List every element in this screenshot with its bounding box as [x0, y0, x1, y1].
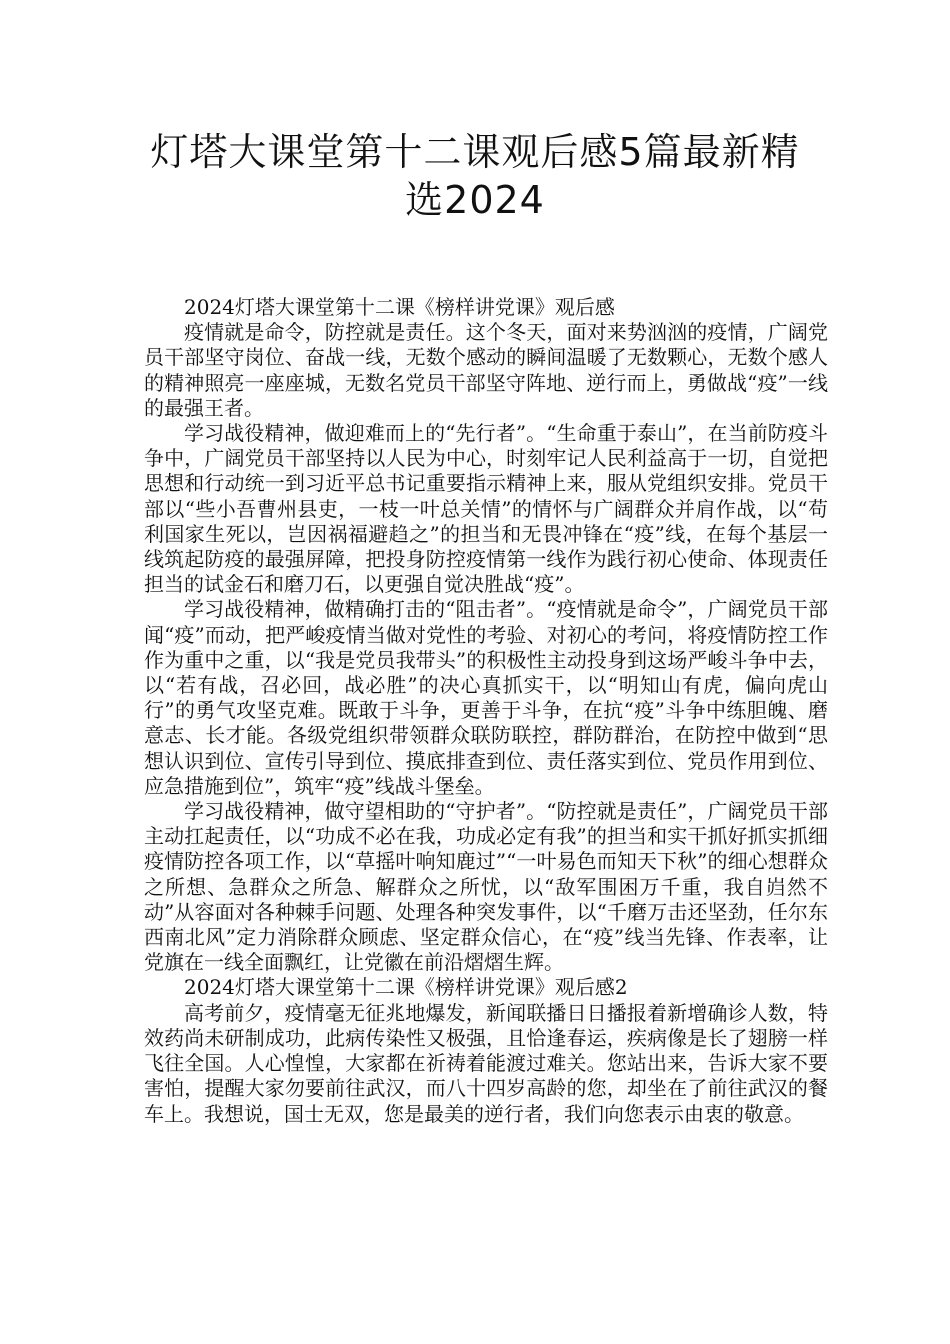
paragraph: 疫情就是命令，防控就是责任。这个冬天，面对来势汹汹的疫情，广阔党员干部坚守岗位、奋战一线，无数个感动的瞬间温暖了无数颗心，无数个感人的精神照亮一座座城，无数名党员干部坚守阵地、逆行而上，勇做战“疫”一线的最强王者。: [144, 320, 828, 420]
title-line-1: 灯塔大课堂第十二课观后感5篇最新精: [150, 130, 800, 174]
title-line-2: 选2024: [405, 178, 545, 222]
document-body: [144, 295, 828, 1127]
section-heading-2: 2024灯塔大课堂第十二课《榜样讲党课》观后感2: [184, 975, 628, 1000]
paragraph: 高考前夕，疫情毫无征兆地爆发，新闻联播日日播报着新增确诊人数，特效药尚未研制成功，此病传染性又极强，且恰逢春运，疾病像是长了翅膀一样飞往全国。人心惶惶，大家都在祈祷着能渡过难关。您站出来，告诉大家不要害怕，提醒大家勿要前往武汉，而八十四岁高龄的您，却坐在了前往武汉的餐车上。我想说，国士无双，您是最美的逆行者，我们向您表示由衷的敬意。: [144, 1000, 828, 1126]
paragraph: 学习战役精神，做迎难而上的“先行者”。“生命重于泰山”，在当前防疫斗争中，广阔党员干部坚持以人民为中心，时刻牢记人民利益高于一切，自觉把思想和行动统一到习近平总书记重要指示精神上来，服从党组织安排。党员干部以“些小吾曹州县吏，一枝一叶总关情”的情怀与广阔群众并肩作战，以“苟利国家生死以，岂因祸福避趋之”的担当和无畏冲锋在“疫”线，在每个基层一线筑起防疫的最强屏障，把投身防控疫情第一线作为践行初心使命、体现责任担当的试金石和磨刀石，以更强自觉决胜战“疫”。: [144, 421, 828, 597]
paragraph: 学习战役精神，做精确打击的“阻击者”。“疫情就是命令”，广阔党员干部闻“疫”而动，把严峻疫情当做对党性的考验、对初心的考问，将疫情防控工作作为重中之重，以“我是党员我带头”的积极性主动投身到这场严峻斗争中去，以“若有战，召必回，战必胜”的决心真抓实干，以“明知山有虎，偏向虎山行”的勇气攻坚克难。既敢于斗争，更善于斗争，在抗“疫”斗争中练胆魄、磨意志、长才能。各级党组织带领群众联防联控，群防群治，在防控中做到“思想认识到位、宣传引导到位、摸底排查到位、责任落实到位、党员作用到位、应急措施到位”，筑牢“疫”线战斗堡垒。: [144, 597, 828, 798]
section-heading-1: 2024灯塔大课堂第十二课《榜样讲党课》观后感: [184, 295, 615, 319]
paragraph: 学习战役精神，做守望相助的“守护者”。“防控就是责任”，广阔党员干部主动扛起责任，以“功成不必在我，功成必定有我”的担当和实干抓好抓实抓细疫情防控各项工作，以“草摇叶响知鹿过”“一叶易色而知天下秋”的细心想群众之所想、急群众之所急、解群众之所忧，以“敌军围困万千重，我自岿然不动”从容面对各种棘手问题、处理各种突发事件，以“千磨万击还坚劲，任尔东西南北风”定力消除群众顾虑、坚定群众信心，在“疫”线当先锋、作表率，让党旗在一线全面飘红，让党徽在前沿熠熠生辉。: [144, 799, 828, 975]
document-title: [120, 128, 830, 224]
